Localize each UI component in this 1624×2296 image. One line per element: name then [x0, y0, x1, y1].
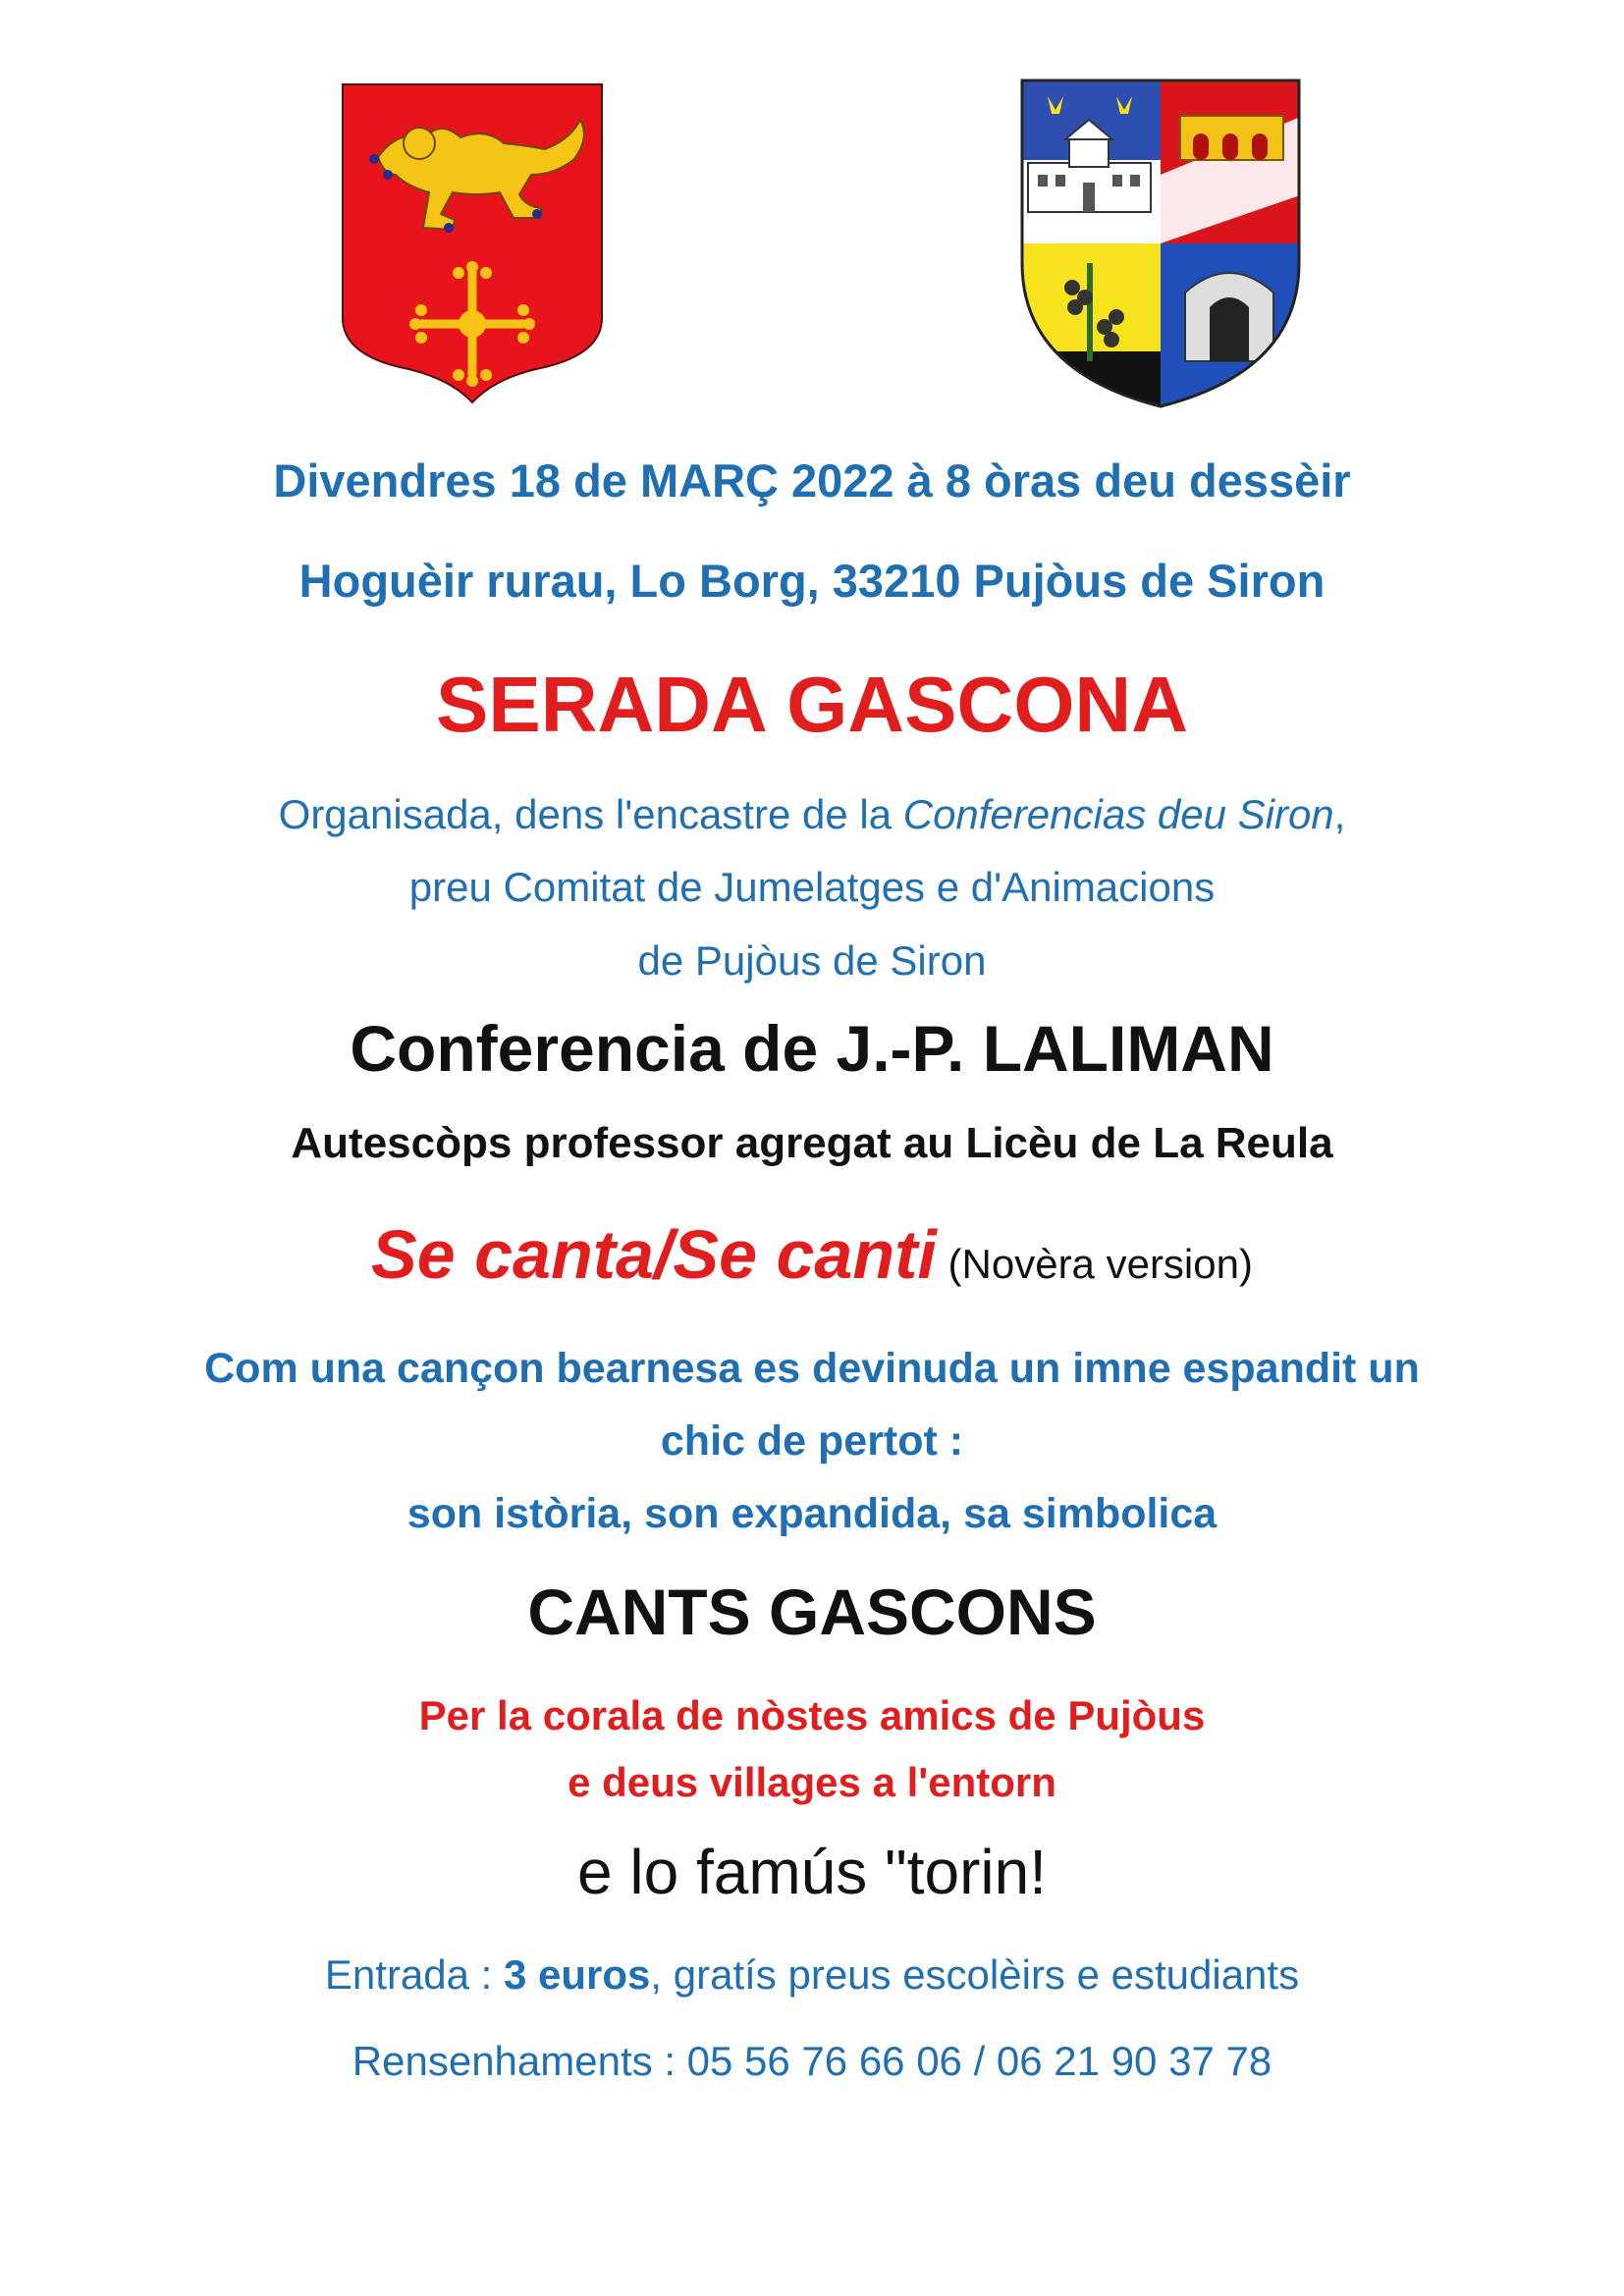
event-date: Divendres 18 de MARÇ 2022 à 8 òras deu dessèir	[273, 454, 1351, 507]
organisers-line-1	[0, 791, 1624, 838]
entry-price: 3 euros	[504, 1951, 651, 1998]
songs-line-2: e deus villages a l'entorn	[568, 1759, 1056, 1805]
lion-cross-coat-of-arms-icon	[339, 80, 606, 404]
songs-line-1: Per la corala de nòstes amics de Pujòus	[418, 1692, 1206, 1738]
organisers-line-2: preu Comitat de Jumelatges e d'Animacions	[408, 864, 1216, 910]
organisers-italic: Conferencias deu Siron	[902, 791, 1334, 837]
description-line-1: Com una cançon bearnesa es devinuda un imne espandit un	[204, 1345, 1420, 1392]
songs-line-3: e lo famús "torin!	[576, 1837, 1048, 1907]
main-title: SERADA GASCONA	[436, 661, 1188, 748]
speaker-role: Autescòps professor agregat au Licèu de La Reula	[291, 1119, 1333, 1167]
organisers-prefix: Organisada, dens l'encastre de la	[278, 791, 903, 837]
conference-title: Conferencia de J.-P. LALIMAN	[350, 1012, 1274, 1085]
talk-title: Se canta/Se canti	[371, 1216, 937, 1293]
organisers-line-3: de Pujòus de Siron	[637, 937, 987, 984]
description-line-2: chic de pertot :	[660, 1417, 964, 1465]
organisers-suffix: ,	[1333, 791, 1346, 837]
contact-info: Rensenhaments : 05 56 76 66 06 / 06 21 90 37 78	[352, 2038, 1272, 2084]
entry-prefix: Entrada :	[324, 1951, 505, 1998]
songs-title: CANTS GASCONS	[527, 1575, 1097, 1648]
talk-note: (Novèra version)	[947, 1241, 1253, 1287]
municipal-coat-of-arms-icon	[1018, 77, 1303, 410]
talk-heading	[0, 1215, 1624, 1294]
entry-info	[0, 1951, 1624, 1999]
entry-suffix: , gratís preus escolèirs e estudiants	[650, 1951, 1300, 1998]
description-line-3: son istòria, son expandida, sa simbolica	[406, 1490, 1218, 1537]
event-address: Hoguèir rurau, Lo Borg, 33210 Pujòus de Siron	[298, 555, 1326, 607]
